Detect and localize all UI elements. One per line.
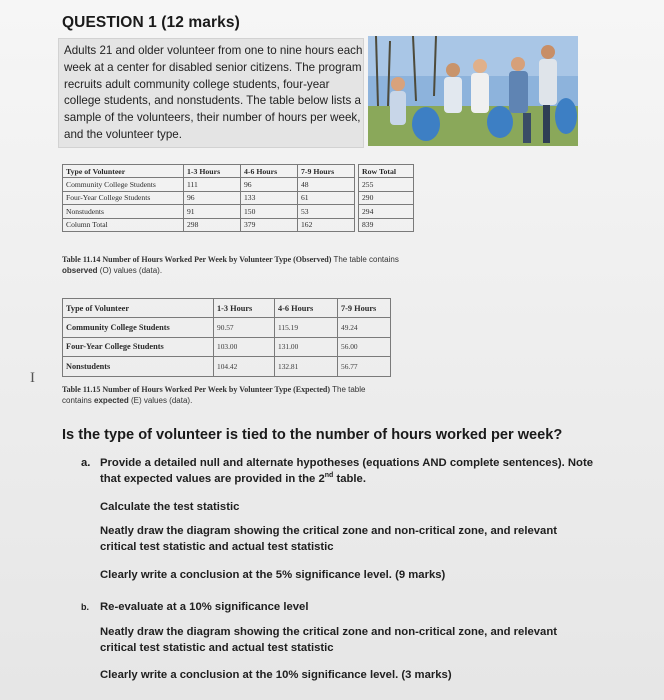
header-cell: 1-3 Hours — [184, 165, 241, 178]
table-cell: 294 — [359, 205, 414, 218]
expected-table — [62, 298, 391, 377]
table-cell: 91 — [184, 205, 241, 218]
table-cell: 132.81 — [275, 357, 338, 376]
header-cell: 7-9 Hours — [338, 299, 391, 318]
caption-text: The table contains — [62, 385, 366, 405]
part-b-conclusion: Clearly write a conclusion at the 10% significance level. (3 marks) — [100, 669, 452, 681]
table-cell: Nonstudents — [63, 357, 214, 376]
text-cursor-icon: I — [30, 370, 35, 386]
table-cell: 56.00 — [338, 337, 391, 356]
table-cell: 115.19 — [275, 318, 338, 337]
caption-title: Table 11.15 Number of Hours Worked Per Week by Volunteer Type (Expected) — [62, 385, 331, 394]
table-row — [63, 191, 414, 204]
table-cell: 290 — [359, 191, 414, 204]
caption-text: The table contains — [331, 255, 399, 264]
table-row — [63, 218, 414, 231]
header-cell: Type of Volunteer — [63, 299, 214, 318]
header-cell: 7-9 Hours — [298, 165, 355, 178]
table-cell: 61 — [298, 191, 355, 204]
table-cell: 379 — [241, 218, 298, 231]
table-cell: 150 — [241, 205, 298, 218]
observed-table-caption — [62, 255, 422, 276]
observed-table — [62, 164, 414, 232]
intro-paragraph: Adults 21 and older volunteer from one to nine hours each week at a center for disabled senior citizens. The program recruits adult community college students, four-year college students, and nonstudents. The table below lists a sample of the volunteers, their number of hours per week, and the volunteer type. — [64, 44, 363, 141]
part-b-line: Re-evaluate at a 10% significance level — [100, 601, 309, 613]
table-cell: 111 — [184, 178, 241, 191]
table-cell: 104.42 — [214, 357, 275, 376]
part-a — [81, 455, 620, 488]
part-b — [81, 599, 620, 615]
question-heading: QUESTION 1 (12 marks) — [62, 14, 240, 31]
part-a-superscript: nd — [324, 472, 334, 480]
part-b-draw-line: Neatly draw the diagram showing the critical zone and non-critical zone, and relevant — [100, 626, 557, 638]
table-cell: Community College Students — [63, 318, 214, 337]
part-a-line: Provide a detailed null and alternate hypotheses (equations AND complete sentences). Note — [100, 457, 593, 469]
table-row — [63, 357, 391, 376]
table-cell: 56.77 — [338, 357, 391, 376]
table-cell: Four-Year College Students — [63, 337, 214, 356]
header-cell: Row Total — [359, 165, 414, 178]
table-cell: 53 — [298, 205, 355, 218]
table-row — [63, 318, 391, 337]
table-cell: 255 — [359, 178, 414, 191]
table-cell: 49.24 — [338, 318, 391, 337]
part-b-marker: b. — [81, 602, 89, 612]
table-cell: Four-Year College Students — [63, 191, 184, 204]
table-cell: 131.00 — [275, 337, 338, 356]
header-cell: Type of Volunteer — [63, 165, 184, 178]
table-cell: Column Total — [63, 218, 184, 231]
table-cell: Nonstudents — [63, 205, 184, 218]
table-cell: Community College Students — [63, 178, 184, 191]
table-cell: 133 — [241, 191, 298, 204]
caption-title: Table 11.14 Number of Hours Worked Per Week by Volunteer Type (Observed) — [62, 255, 332, 264]
expected-table-caption — [62, 385, 382, 406]
part-a-draw-line: critical test statistic and actual test statistic — [100, 541, 334, 554]
header-cell: 4-6 Hours — [241, 165, 298, 178]
part-b-draw-line: critical test statistic and actual test statistic — [100, 642, 334, 655]
caption-text: (E) values (data). — [128, 395, 193, 405]
part-a-draw — [100, 523, 620, 556]
caption-text: (O) values (data). — [97, 265, 163, 275]
part-a-draw-line: Neatly draw the diagram showing the critical zone and non-critical zone, and relevant — [100, 525, 557, 537]
table-cell: 839 — [359, 218, 414, 231]
table-cell: 96 — [241, 178, 298, 191]
table-row — [63, 178, 414, 191]
header-cell: 1-3 Hours — [214, 299, 275, 318]
table-header-row — [63, 165, 414, 178]
table-header-row — [63, 299, 391, 318]
part-a-conclusion: Clearly write a conclusion at the 5% significance level. (9 marks) — [100, 569, 446, 581]
header-cell: 4-6 Hours — [275, 299, 338, 318]
table-cell: 90.57 — [214, 318, 275, 337]
table-cell: 298 — [184, 218, 241, 231]
table-row — [63, 205, 414, 218]
volunteers-photo — [368, 36, 578, 146]
caption-emphasis: observed — [62, 265, 98, 275]
table-cell: 48 — [298, 178, 355, 191]
part-a-line: table. — [333, 473, 366, 486]
part-a-marker: a. — [81, 457, 91, 469]
question-prompt: Is the type of volunteer is tied to the number of hours worked per week? — [62, 427, 563, 443]
table-cell: 103.00 — [214, 337, 275, 356]
part-b-draw — [100, 624, 620, 657]
table-row — [63, 337, 391, 356]
part-a-line: that expected values are provided in the 2 — [100, 473, 325, 486]
caption-emphasis: expected — [94, 395, 129, 405]
table-cell: 162 — [298, 218, 355, 231]
table-cell: 96 — [184, 191, 241, 204]
part-a-calc: Calculate the test statistic — [100, 501, 240, 513]
